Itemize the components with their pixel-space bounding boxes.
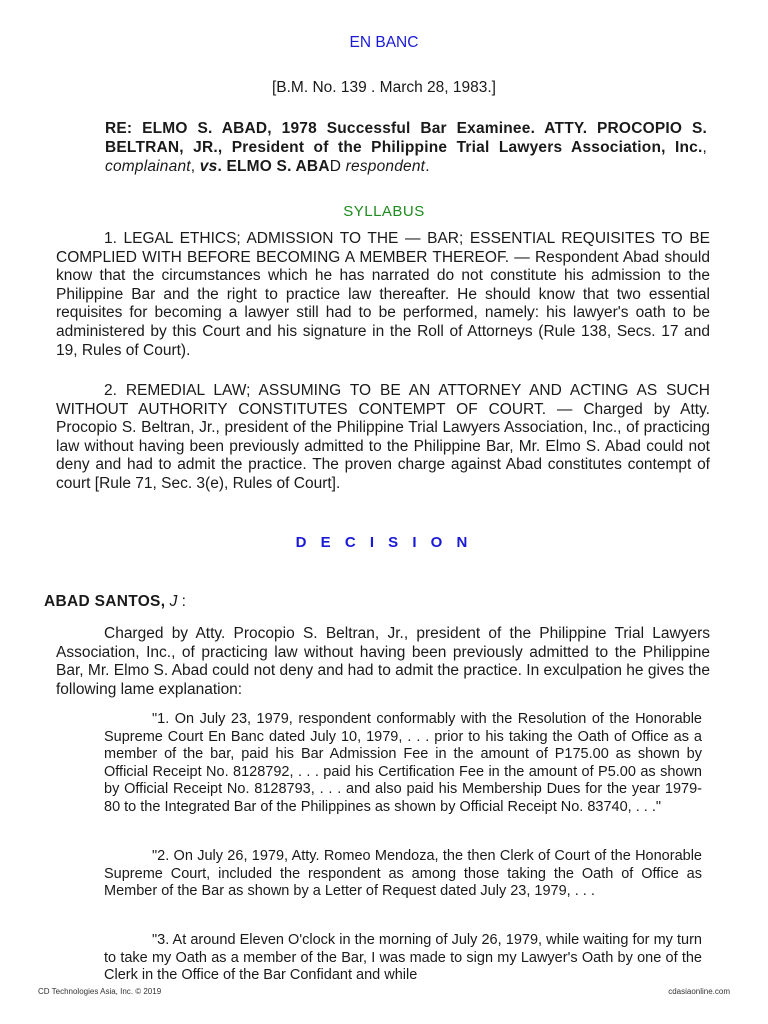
quoted-paragraph-2: "2. On July 26, 1979, Atty. Romeo Mendoza, the then Clerk of Court of the Honorable Supreme Court, included the respondent as among those taking the Oath of Office as Member of the Bar as shown by a Letter of Request dated July 23, 1979, . . . [104, 848, 702, 900]
complainant-label: complainant [105, 158, 191, 175]
quoted-paragraph-1: "1. On July 23, 1979, respondent conformably with the Resolution of the Honorable Supreme Court En Banc dated July 10, 1979, . . . prior to his taking the Oath of Office as a member of the bar, paid his Bar Admission Fee in the amount of P175.00 as shown by Official Receipt No. 8128792, . . . paid his Certification Fee in the amount of P5.00 as shown by Official Receipt No. 8128793, . . . and also paid his Membership Dues for the year 1979-80 to the Integrated Bar of the Philippines as shown by Official Receipt No. 83740, . . ." [104, 711, 702, 815]
case-title: RE: ELMO S. ABAD, 1978 Successful Bar Examinee. ATTY. PROCOPIO S. BELTRAN, JR., President of the Philippine Trial Lawyers Association, Inc., complainant, vs. ELMO S. ABAD respondent. [105, 120, 707, 175]
case-reference: [B.M. No. 139 . March 28, 1983.] [271, 79, 496, 96]
ponente-name: ABAD SANTOS, [44, 593, 166, 610]
footer-copyright: CD Technologies Asia, Inc. © 2019 [38, 987, 162, 996]
respondent-name: ELMO S. ABA [226, 158, 330, 175]
footer-site: cdasiaonline.com [668, 987, 730, 996]
division-heading: EN BANC [349, 34, 419, 51]
decision-opening-paragraph: Charged by Atty. Procopio S. Beltran, Jr., president of the Philippine Trial Lawyers Association, Inc., of practicing law without having been previously admitted to the Philippine Bar, Mr. Elmo S. Abad could not deny and had to admit the practice. In exculpation he gives the following lame explanation: [56, 625, 710, 698]
respondent-label: respondent [345, 158, 426, 175]
quoted-paragraph-3: "3. At around Eleven O'clock in the morning of July 26, 1979, while waiting for my turn to take my Oath as a member of the Bar, I was made to sign my Lawyer's Oath by one of the Clerk in the Office of the Bar Confidant and while [104, 932, 702, 984]
case-title-parties: RE: ELMO S. ABAD, 1978 Successful Bar Examinee. ATTY. PROCOPIO S. BELTRAN, JR., President of the Philippine Trial Lawyers Association, Inc. [105, 120, 707, 156]
ponente-role: J [169, 593, 178, 610]
decision-heading: D E C I S I O N [295, 534, 473, 551]
versus-label: vs [199, 158, 218, 175]
syllabus-item-1: 1. LEGAL ETHICS; ADMISSION TO THE — BAR; ESSENTIAL REQUISITES TO BE COMPLIED WITH BEFORE BECOMING A MEMBER THEREOF. — Respondent Abad should know that the circumstances which he has narrated do not constitute his admission to the Philippine Bar and the right to practice law thereafter. He should know that two essential requisites for becoming a lawyer still had to be performed, namely: his lawyer's oath to be administered by this Court and his signature in the Roll of Attorneys (Rule 138, Secs. 17 and 19, Rules of Court). [56, 230, 710, 359]
ponente: ABAD SANTOS, J : [44, 593, 186, 610]
syllabus-heading: SYLLABUS [343, 203, 425, 220]
syllabus-item-2: 2. REMEDIAL LAW; ASSUMING TO BE AN ATTORNEY AND ACTING AS SUCH WITHOUT AUTHORITY CONSTITUTES CONTEMPT OF COURT. — Charged by Atty. Procopio S. Beltran, Jr., president of the Philippine Trial Lawyers Association, Inc., of practicing law without having been previously admitted to the Philippine Bar, Mr. Elmo S. Abad could not deny and had to admit the practice. The proven charge against Abad constitutes contempt of court [Rule 71, Sec. 3(e), Rules of Court]. [56, 382, 710, 492]
